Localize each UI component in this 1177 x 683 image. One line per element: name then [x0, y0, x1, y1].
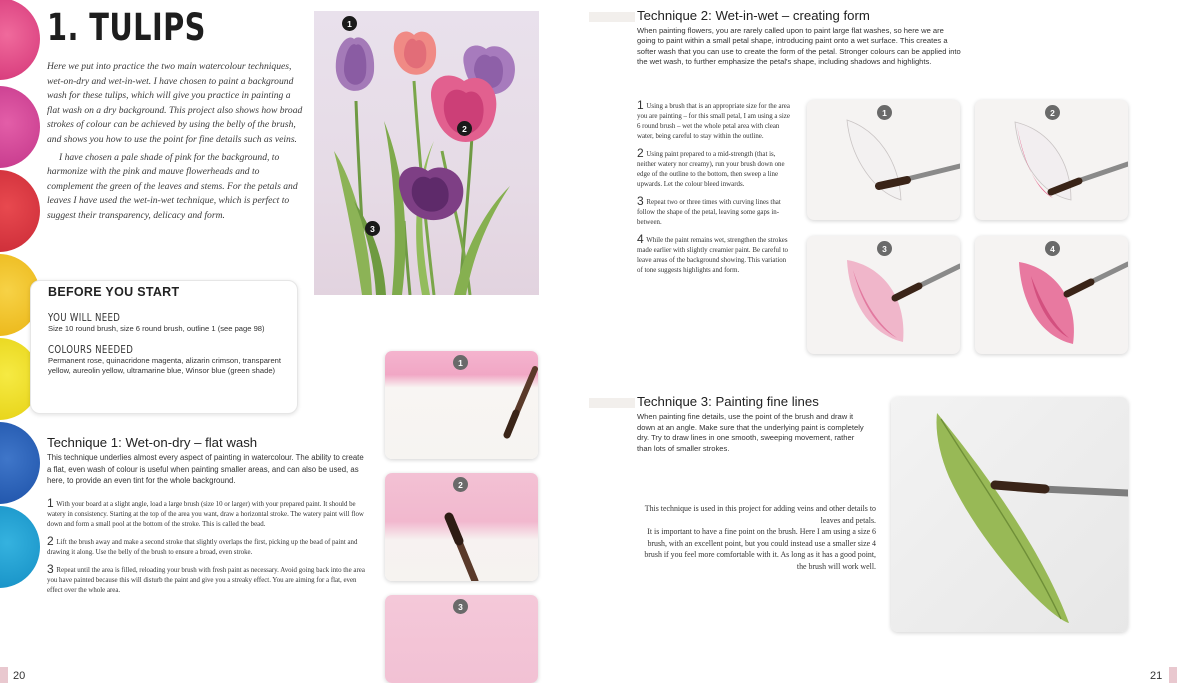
petal-photo-3 — [807, 236, 960, 354]
list-item: 3 Repeat until the area is filled, reloading your brush with fresh paint as necessary. Avoid going back into the area you have painted because this will disturb the paint and give you a streaky effect. You are aiming for a flat, even effect over the whole area. — [47, 562, 365, 594]
step-badge: 2 — [1045, 105, 1060, 120]
step-badge: 3 — [877, 241, 892, 256]
before-you-start-box — [30, 280, 298, 414]
step-badge: 1 — [342, 16, 357, 31]
technique-3-text: When painting fine details, use the point of the brush and draw it down at an angle. Make sure that the underlying paint is completely dry. Try to draw lines in one smooth, sweeping movement, rather than lots of smaller strokes. — [637, 412, 864, 453]
step-badge: 1 — [877, 105, 892, 120]
before-you-start-heading: BEFORE YOU START — [48, 285, 180, 299]
petal-photo-1 — [807, 100, 960, 220]
paint-swatch-quinacridone-magenta — [0, 86, 40, 168]
list-item: 3 Repeat two or three times with curving lines that follow the shape of the petal, leaving some gaps in-between. — [637, 194, 781, 226]
technique-3-note-1: This technique is used in this project for adding veins and other details to leaves and petals. — [644, 504, 876, 525]
flat-wash-photo-1 — [385, 351, 538, 459]
step-badge: 2 — [453, 477, 468, 492]
paint-swatch-winsor-blue — [0, 506, 40, 588]
paint-swatch-alizarin-crimson — [0, 170, 40, 252]
page-number-right: 21 — [1150, 670, 1163, 682]
paint-swatch-ultramarine-blue — [0, 422, 40, 504]
petal-photo-4 — [975, 236, 1128, 354]
tulip-painting — [314, 11, 539, 295]
flat-wash-photo-2 — [385, 473, 538, 581]
intro-text — [47, 60, 303, 224]
list-item: 2 Lift the brush away and make a second stroke that slightly overlaps the first, picking up the bead of paint and drawing it along. Use the belly of the brush to ensure a broad, even stroke. — [47, 534, 358, 556]
intro-paragraph-2: I have chosen a pale shade of pink for the background, to harmonize with the pink and mauve flowerheads and to complement the green of the leaves and stems. For the petals and leaves I have used the wet-in-wet technique, which is perfect to suggest their transparency, delicacy and form. — [47, 151, 298, 221]
step-badge: 3 — [365, 221, 380, 236]
technique-1-steps — [47, 498, 373, 602]
technique-2-steps — [637, 100, 791, 282]
step-badge: 2 — [457, 121, 472, 136]
list-item: 1 With your board at a slight angle, load a large brush (size 10 or larger) with your prepared paint. It should be watery in consistency. Starting at the top of the area you want, draw a horizontal stroke. The watery paint will flow down and form a small pool at the bottom of the stroke. This is called the bead. — [47, 496, 364, 528]
tulip-illustration — [314, 11, 539, 295]
petal-photo-2 — [975, 100, 1128, 220]
paint-swatch-permanent-rose — [0, 0, 40, 80]
technique-3-note-2: It is important to have a fine point on the brush. Here I am using a size 6 brush, with an excellent point, but you could instead use a smaller size 4 brush if you feel more comfortable with it. As long as it has a good point, the brush will work well. — [644, 527, 876, 571]
technique-2-text: When painting flowers, you are rarely called upon to paint large flat washes, so here we are going to paint within a small petal shape, introducing paint onto a wet surface. This creates a softer wash that you can use to create the form of the petal. Stronger colours can be applied into the wet wash, to further emphasize the petal's shape, including shadows and highlights. — [637, 26, 961, 66]
list-item: 4 While the paint remains wet, strengthen the strokes made earlier with slightly creamier paint. Be careful to leave areas of the background showing. This variation of tone suggests highlights and form. — [637, 232, 788, 274]
technique-1-heading: Technique 1: Wet-on-dry – flat wash — [47, 435, 258, 450]
technique-2-heading: Technique 2: Wet-in-wet – creating form — [637, 8, 870, 23]
fine-lines-photo — [891, 397, 1128, 632]
step-badge: 1 — [453, 355, 468, 370]
flat-wash-photo-3 — [385, 595, 538, 683]
colours-needed-text: Permanent rose, quinacridone magenta, alizarin crimson, transparent yellow, aureolin yellow, ultramarine blue, Winsor blue (green shade) — [48, 355, 281, 376]
technique-3-heading: Technique 3: Painting fine lines — [637, 394, 819, 409]
heading-band — [589, 398, 635, 408]
page-title: 1. TULIPS — [47, 6, 206, 49]
page-number-left: 20 — [13, 670, 26, 682]
technique-1-text: This technique underlies almost every aspect of painting in watercolour. The ability to create a flat, even wash of colour is useful when painting smaller areas, and can also be used, as here, to provide an even tint for the whole background. — [47, 453, 364, 486]
list-item: 2 Using paint prepared to a mid-strength (that is, neither watery nor creamy), run your brush down one edge of the outline to the bottom, then sweep a line upwards. Let the colour bleed inwards. — [637, 146, 785, 188]
list-item: 1 Using a brush that is an appropriate size for the area you are painting – for this small petal, I am using a size 6 round brush – wet the whole petal area with clean water, being careful to stay within the outline. — [637, 98, 790, 140]
step-badge: 3 — [453, 599, 468, 614]
leaf-brush-illustration — [891, 397, 1128, 632]
you-will-need-heading: YOU WILL NEED — [48, 312, 121, 324]
page-corner-left — [0, 667, 8, 683]
colours-needed-heading: COLOURS NEEDED — [48, 343, 134, 356]
heading-band — [589, 12, 635, 22]
step-badge: 4 — [1045, 241, 1060, 256]
intro-paragraph-1: Here we put into practice the two main watercolour techniques, wet-on-dry and wet-in-wet. I have chosen to paint a background wash for these tulips, which will give you practice in painting a flat wash on a dry background. This project also shows how broad strokes of colour can be achieved by using the belly of the brush, and shows you how to use the point for fine details such as veins. — [47, 61, 303, 145]
you-will-need-text: Size 10 round brush, size 6 round brush, outline 1 (see page 98) — [48, 324, 265, 333]
page-corner-right — [1169, 667, 1177, 683]
